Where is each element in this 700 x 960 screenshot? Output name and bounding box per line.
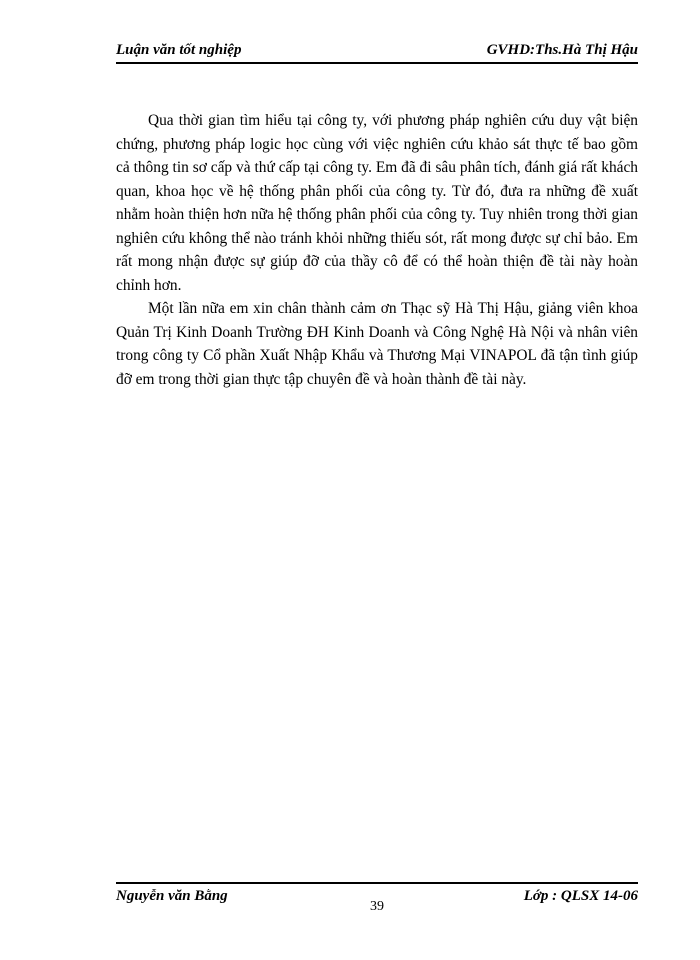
- header-thesis-title: Luận văn tốt nghiệp: [116, 42, 242, 58]
- document-body: [116, 109, 638, 391]
- page-footer: [116, 882, 638, 924]
- paragraph-2: Một lần nữa em xin chân thành cảm ơn Thạc sỹ Hà Thị Hậu, giảng viên khoa Quản Trị Kinh Doanh Trường ĐH Kinh Doanh và Công Nghệ Hà Nội và nhân viên trong công ty Cổ phần Xuất Nhập Khẩu và Thương Mại VINAPOL đã tận tình giúp đỡ em trong thời gian thực tập chuyên đề và hoàn thành đề tài này.: [116, 300, 638, 388]
- page-header: [116, 40, 638, 64]
- footer-author: Nguyễn văn Bằng: [116, 888, 228, 904]
- header-advisor: GVHD:Ths.Hà Thị Hậu: [486, 42, 638, 58]
- footer-class: Lớp : QLSX 14-06: [523, 888, 638, 904]
- paragraph-1: Qua thời gian tìm hiểu tại công ty, với phương pháp nghiên cứu duy vật biện chứng, phương pháp logic học cùng với việc nghiên cứu khảo sát thực tế bao gồm cả thông tin sơ cấp và thứ cấp tại công ty. Em đã đi sâu phân tích, đánh giá rất khách quan, khoa học về hệ thống phân phối của công ty. Từ đó, đưa ra những đề xuất nhằm hoàn thiện hơn nữa hệ thống phân phối của công ty. Tuy nhiên trong thời gian nghiên cứu không thể nào tránh khỏi những thiếu sót, rất mong được sự chỉ bảo. Em rất mong nhận được sự giúp đỡ của thầy cô để có thể hoàn thiện đề tài này hoàn chỉnh hơn.: [116, 112, 638, 294]
- page-number: 39: [370, 899, 384, 914]
